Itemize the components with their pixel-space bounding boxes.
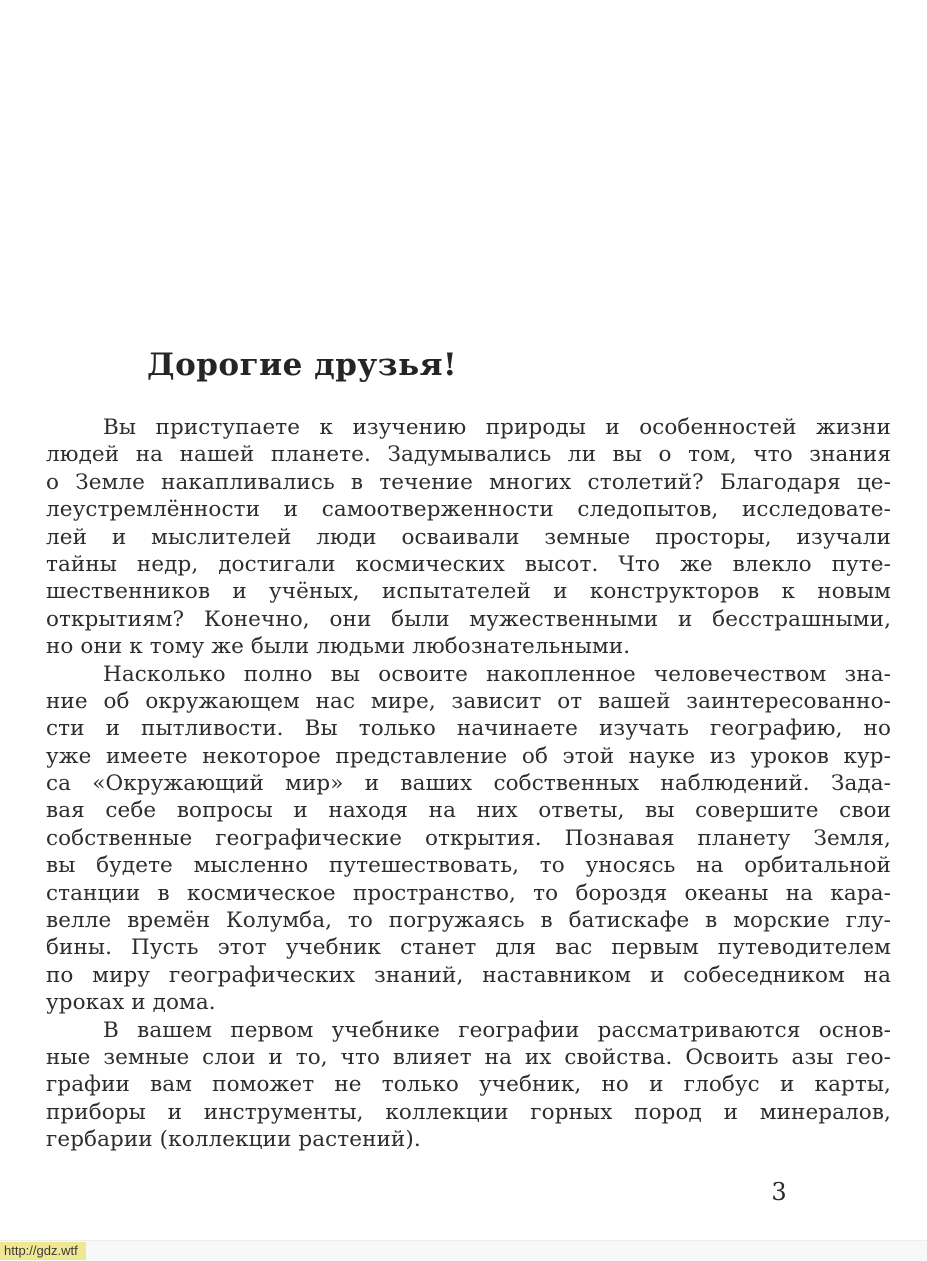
text-line: Насколько полно вы освоите накопленное человечеством зна- xyxy=(103,661,891,687)
page-text-block xyxy=(46,414,891,1154)
text-line: собственные географические открытия. Познавая планету Земля, xyxy=(46,825,891,851)
text-line: станции в космическое пространство, то бороздя океаны на кара- xyxy=(46,880,891,906)
text-line: са «Окружающий мир» и ваших собственных наблюдений. Зада- xyxy=(46,771,891,797)
watermark-url[interactable]: http://gdz.wtf xyxy=(0,1242,86,1260)
text-line: приборы и инструменты, коллекции горных пород и минералов, xyxy=(46,1099,891,1125)
text-line: лей и мыслителей люди осваивали земные просторы, изучали xyxy=(46,524,891,550)
text-line: уроках и дома. xyxy=(46,990,216,1016)
text-line: вы будете мысленно путешествовать, то уносясь на орбитальной xyxy=(46,853,891,879)
text-line: ние об окружающем нас мире, зависит от вашей заинтересованно- xyxy=(46,688,891,714)
text-line: о Земле накапливались в течение многих столетий? Благодаря це- xyxy=(46,469,891,495)
text-line: сти и пытливости. Вы только начинаете изучать географию, но xyxy=(46,716,891,742)
text-line: шественников и учёных, испытателей и конструкторов к новым xyxy=(46,579,891,605)
text-line: велле времён Колумба, то погружаясь в батискафе в морские глу- xyxy=(46,908,891,934)
text-line: Вы приступаете к изучению природы и особенностей жизни xyxy=(103,415,891,440)
page-title: Дорогие друзья! xyxy=(147,347,458,383)
text-line: гербарии (коллекции растений). xyxy=(46,1127,421,1153)
text-line: В вашем первом учебнике географии рассматриваются основ- xyxy=(103,1017,891,1043)
text-line: по миру географических знаний, наставником и собеседником на xyxy=(46,962,891,988)
text-line: вая себе вопросы и находя на них ответы, вы совершите свои xyxy=(46,798,891,824)
text-line: людей на нашей планете. Задумывались ли вы о том, что знания xyxy=(46,442,891,468)
text-line: открытиям? Конечно, они были мужественными и бесстрашными, xyxy=(46,606,891,632)
text-line: но они к тому же были людьми любознательными. xyxy=(46,634,631,660)
page-number: 3 xyxy=(771,1178,787,1206)
text-line: тайны недр, достигали космических высот. Что же влекло путе- xyxy=(46,551,891,577)
scan-edge-strip xyxy=(0,1240,927,1261)
text-line: леустремлённости и самоотверженности следопытов, исследовате- xyxy=(46,497,891,523)
text-line: бины. Пусть этот учебник станет для вас первым путеводителем xyxy=(46,935,891,961)
text-line: графии вам поможет не только учебник, но и глобус и карты, xyxy=(46,1072,891,1098)
text-line: уже имеете некоторое представление об этой науке из уроков кур- xyxy=(46,743,891,769)
text-line: ные земные слои и то, что влияет на их свойства. Освоить азы гео- xyxy=(46,1044,891,1070)
